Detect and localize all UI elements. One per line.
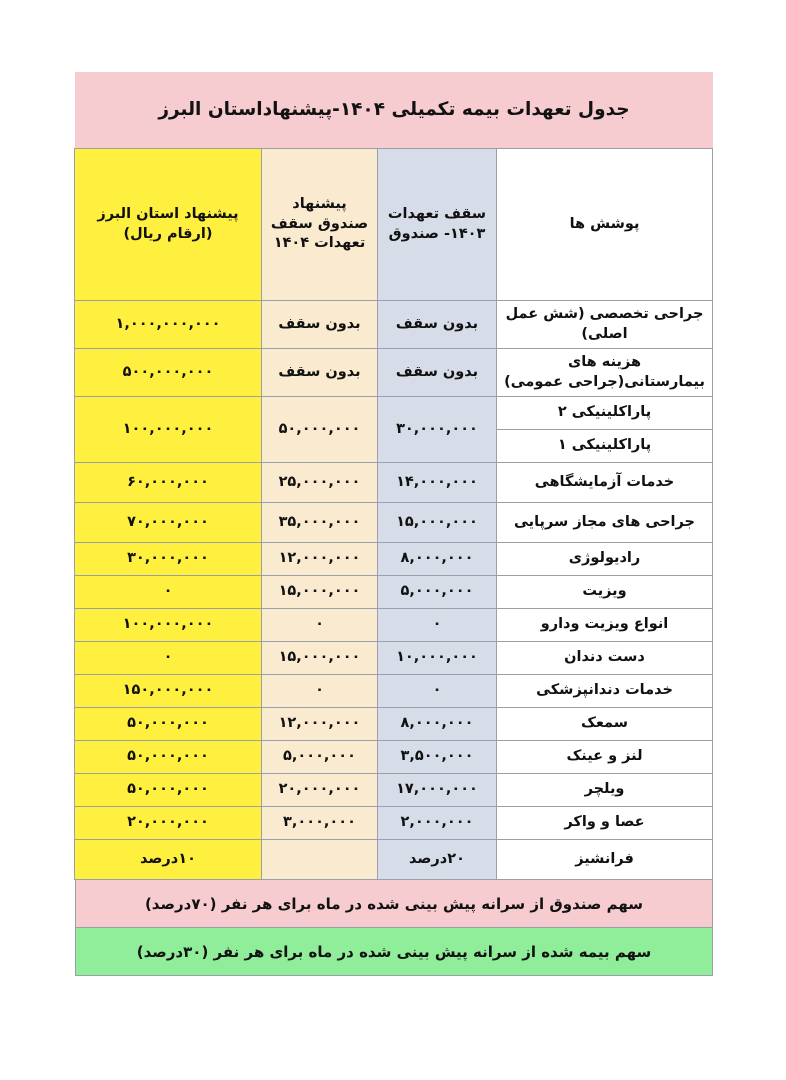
- cell-coverage: سمعک: [497, 708, 713, 741]
- table-row: [75, 543, 713, 576]
- table-row: [75, 840, 713, 880]
- cell-proposal-1404: ۱۵,۰۰۰,۰۰۰: [262, 642, 378, 675]
- cell-alborz: ۲۰,۰۰۰,۰۰۰: [75, 807, 262, 840]
- cell-coverage: خدمات دندانپزشکی: [497, 675, 713, 708]
- cell-coverage: جراحی تخصصی (شش عمل اصلی): [497, 301, 713, 349]
- cell-coverage: خدمات آزمایشگاهی: [497, 463, 713, 503]
- header-row: [75, 149, 713, 301]
- table-row: [75, 576, 713, 609]
- cell-proposal-1404: ۲۵,۰۰۰,۰۰۰: [262, 463, 378, 503]
- note-insured-share-text: سهم بیمه شده از سرانه پیش بینی شده در ماه برای هر نفر (۳۰درصد): [136, 942, 652, 961]
- table-body: [75, 301, 713, 880]
- cell-proposal-1404: ۲۰,۰۰۰,۰۰۰: [262, 774, 378, 807]
- table-row: [75, 463, 713, 503]
- cell-coverage: ویلچر: [497, 774, 713, 807]
- table-row: [75, 708, 713, 741]
- cell-alborz: ۵۰,۰۰۰,۰۰۰: [75, 741, 262, 774]
- coverage-table: [74, 148, 713, 880]
- cell-ceiling-1403: ۰: [378, 675, 497, 708]
- cell-coverage: انواع ویزیت ودارو: [497, 609, 713, 642]
- cell-proposal-1404: ۰: [262, 609, 378, 642]
- cell-proposal-1404: ۳۵,۰۰۰,۰۰۰: [262, 503, 378, 543]
- note-fund-share: [75, 880, 713, 928]
- table-row: [75, 609, 713, 642]
- cell-ceiling-1403: بدون سقف: [378, 349, 497, 397]
- cell-ceiling-1403: ۸,۰۰۰,۰۰۰: [378, 543, 497, 576]
- column-header-coverage: پوشش ها: [497, 149, 713, 301]
- cell-coverage: پاراکلینیکی ۱: [497, 430, 713, 463]
- cell-coverage: رادیولوژی: [497, 543, 713, 576]
- title-banner: [75, 72, 713, 148]
- cell-ceiling-1403: ۸,۰۰۰,۰۰۰: [378, 708, 497, 741]
- note-fund-share-text: سهم صندوق از سرانه پیش بینی شده در ماه برای هر نفر (۷۰درصد): [144, 894, 644, 913]
- cell-alborz: ۷۰,۰۰۰,۰۰۰: [75, 503, 262, 543]
- table-row: [75, 397, 713, 430]
- cell-ceiling-1403: ۵,۰۰۰,۰۰۰: [378, 576, 497, 609]
- table-row: [75, 774, 713, 807]
- cell-ceiling-1403: ۳۰,۰۰۰,۰۰۰: [378, 397, 497, 463]
- page-title: جدول تعهدات بیمه تکمیلی ۱۴۰۴-پیشنهاداستان البرز: [158, 98, 630, 120]
- table-row: [75, 675, 713, 708]
- cell-alborz: ۳۰,۰۰۰,۰۰۰: [75, 543, 262, 576]
- cell-coverage: فرانشیز: [497, 840, 713, 880]
- cell-ceiling-1403: ۰: [378, 609, 497, 642]
- coverage-sheet: [75, 72, 713, 976]
- cell-proposal-1404: ۳,۰۰۰,۰۰۰: [262, 807, 378, 840]
- cell-alborz: ۰: [75, 576, 262, 609]
- cell-coverage: ویزیت: [497, 576, 713, 609]
- column-header-ceiling-1403: سقف تعهدات ۱۴۰۳- صندوق: [378, 149, 497, 301]
- cell-coverage: دست دندان: [497, 642, 713, 675]
- cell-coverage: عصا و واکر: [497, 807, 713, 840]
- cell-ceiling-1403: ۱۰,۰۰۰,۰۰۰: [378, 642, 497, 675]
- table-row: [75, 301, 713, 349]
- cell-coverage: لنز و عینک: [497, 741, 713, 774]
- cell-alborz: ۶۰,۰۰۰,۰۰۰: [75, 463, 262, 503]
- table-row: [75, 349, 713, 397]
- cell-proposal-1404: ۱۲,۰۰۰,۰۰۰: [262, 543, 378, 576]
- cell-proposal-1404: [262, 840, 378, 880]
- cell-coverage: هزینه های بیمارستانی(جراحی عمومی): [497, 349, 713, 397]
- column-header-alborz: پیشنهاد استان البرز (ارقام ریال): [75, 149, 262, 301]
- cell-ceiling-1403: ۳,۵۰۰,۰۰۰: [378, 741, 497, 774]
- cell-proposal-1404: ۱۵,۰۰۰,۰۰۰: [262, 576, 378, 609]
- cell-alborz: ۵۰,۰۰۰,۰۰۰: [75, 774, 262, 807]
- cell-proposal-1404: بدون سقف: [262, 349, 378, 397]
- table-header: [75, 149, 713, 301]
- table-row: [75, 807, 713, 840]
- table-row: [75, 642, 713, 675]
- cell-proposal-1404: ۵,۰۰۰,۰۰۰: [262, 741, 378, 774]
- cell-alborz: ۱,۰۰۰,۰۰۰,۰۰۰: [75, 301, 262, 349]
- column-header-proposal-1404: پیشنهاد صندوق سقف تعهدات ۱۴۰۴: [262, 149, 378, 301]
- cell-ceiling-1403: بدون سقف: [378, 301, 497, 349]
- table-row: [75, 503, 713, 543]
- cell-alborz: ۱۰درصد: [75, 840, 262, 880]
- cell-coverage: پاراکلینیکی ۲: [497, 397, 713, 430]
- cell-ceiling-1403: ۱۷,۰۰۰,۰۰۰: [378, 774, 497, 807]
- cell-alborz: ۵۰,۰۰۰,۰۰۰: [75, 708, 262, 741]
- cell-alborz: ۰: [75, 642, 262, 675]
- table-row: [75, 741, 713, 774]
- cell-alborz: ۵۰۰,۰۰۰,۰۰۰: [75, 349, 262, 397]
- cell-ceiling-1403: ۱۴,۰۰۰,۰۰۰: [378, 463, 497, 503]
- cell-ceiling-1403: ۲,۰۰۰,۰۰۰: [378, 807, 497, 840]
- cell-alborz: ۱۵۰,۰۰۰,۰۰۰: [75, 675, 262, 708]
- cell-proposal-1404: بدون سقف: [262, 301, 378, 349]
- cell-proposal-1404: ۱۲,۰۰۰,۰۰۰: [262, 708, 378, 741]
- cell-ceiling-1403: ۲۰درصد: [378, 840, 497, 880]
- cell-alborz: ۱۰۰,۰۰۰,۰۰۰: [75, 609, 262, 642]
- cell-proposal-1404: ۰: [262, 675, 378, 708]
- cell-coverage: جراحی های مجاز سرپایی: [497, 503, 713, 543]
- cell-alborz: ۱۰۰,۰۰۰,۰۰۰: [75, 397, 262, 463]
- note-insured-share: [75, 928, 713, 976]
- cell-ceiling-1403: ۱۵,۰۰۰,۰۰۰: [378, 503, 497, 543]
- cell-proposal-1404: ۵۰,۰۰۰,۰۰۰: [262, 397, 378, 463]
